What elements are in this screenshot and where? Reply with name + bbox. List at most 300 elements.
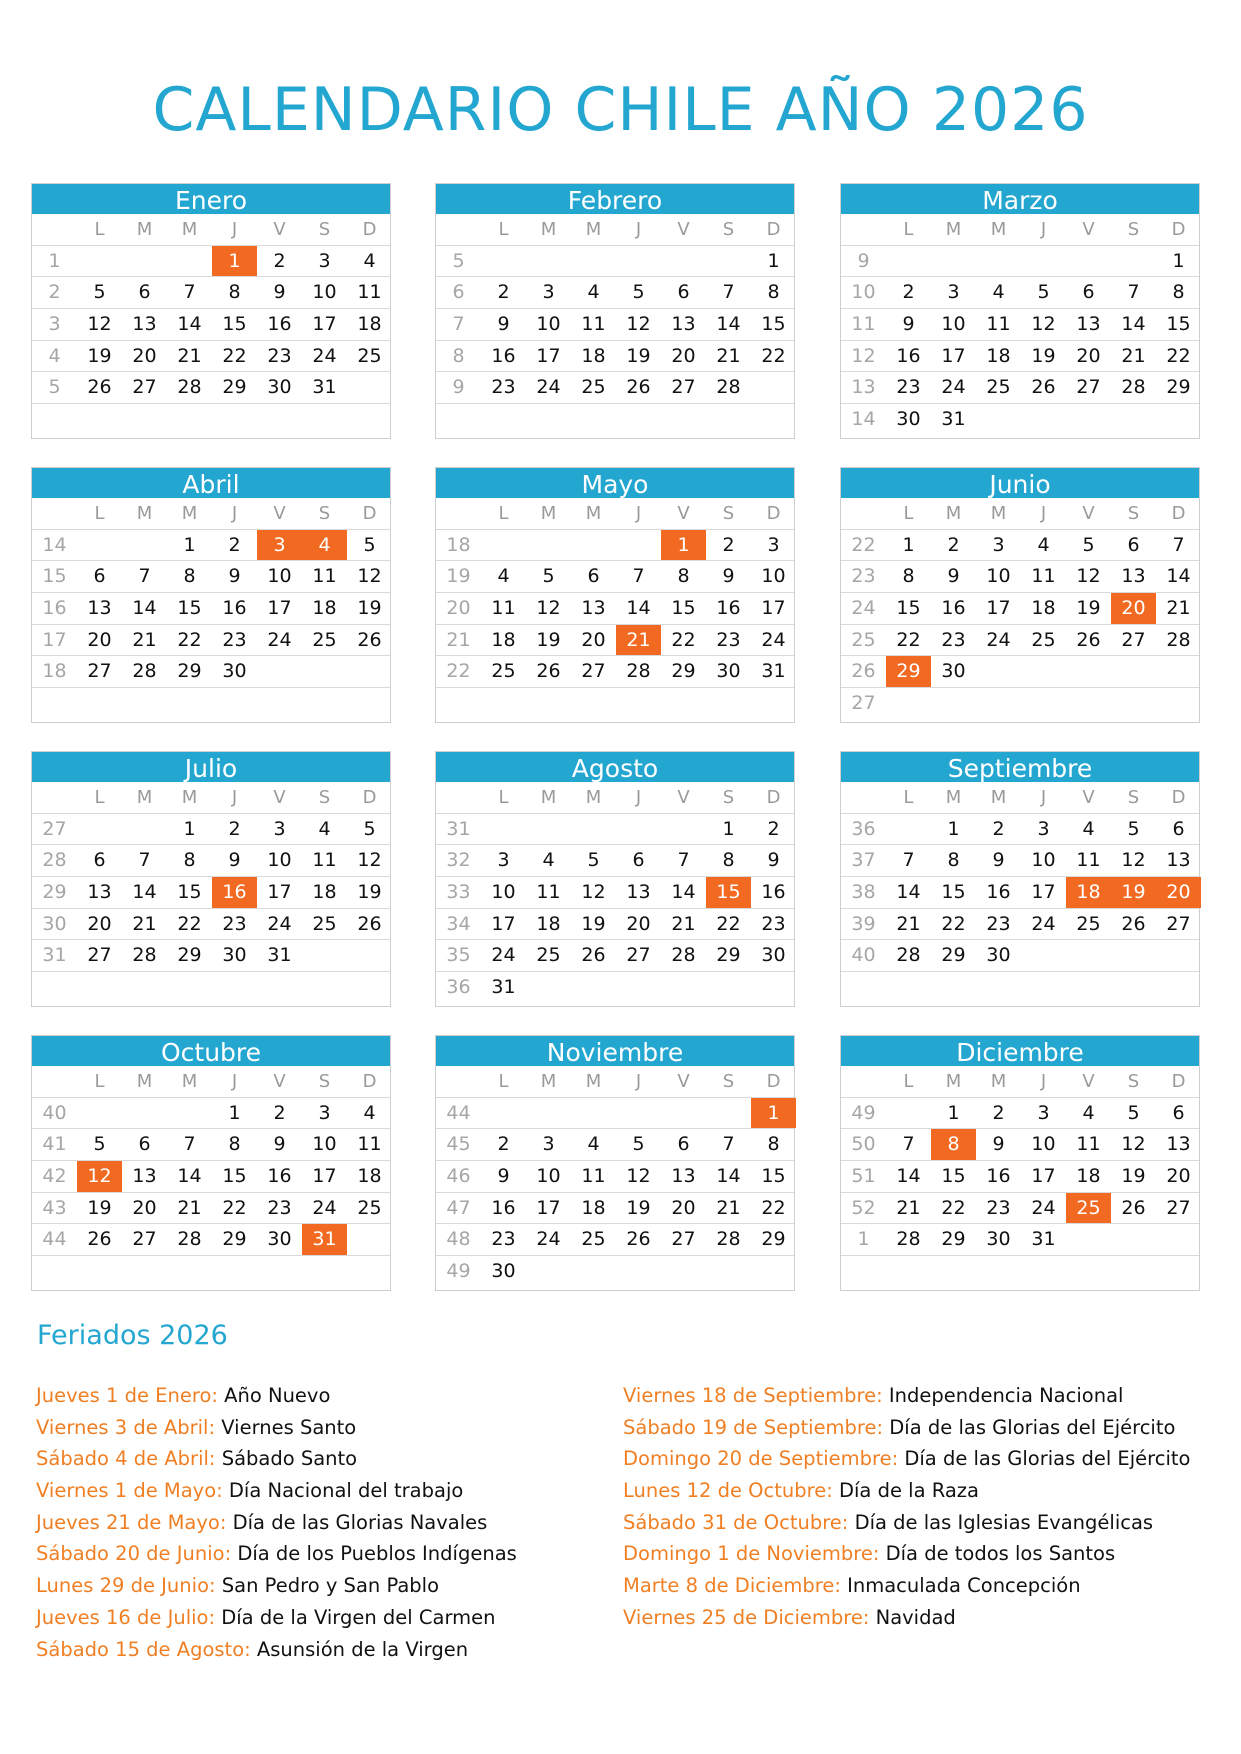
day-cell: 8 [183,849,196,872]
weekday-header: D [1171,1071,1186,1092]
day-cell [257,404,302,435]
weekday-header: L [498,219,509,240]
day-cell: 10 [1031,849,1056,872]
weekday-header-row [32,1066,390,1098]
day-cell: 3 [318,249,331,272]
day-cell: 24 [312,1196,337,1219]
holiday-day-cell: 31 [302,1224,347,1255]
day-cell: 23 [222,912,247,935]
day-cell: 30 [761,944,786,967]
week-row [32,246,390,278]
day-cell: 30 [267,1228,292,1251]
weekday-header: V [677,787,690,808]
month-abril [31,467,391,723]
day-cell: 1 [183,533,196,556]
week-row [32,688,390,720]
day-cell: 7 [1127,281,1140,304]
day-cell [257,972,302,1003]
week-number: 5 [452,249,465,272]
day-cell: 4 [1037,533,1050,556]
weekday-header: M [181,787,198,808]
week-row [436,688,794,720]
day-cell [976,688,1021,719]
day-cell: 5 [1082,533,1095,556]
weekday-header: M [181,1071,198,1092]
day-cell: 29 [941,1228,966,1251]
week-number: 36 [446,976,471,999]
day-cell [1111,656,1156,687]
day-cell [616,972,661,1003]
week-row [436,593,794,625]
holiday-day-cell: 1 [661,530,706,561]
week-row [436,404,794,436]
day-cell: 10 [941,313,966,336]
day-cell: 15 [896,597,921,620]
day-cell: 23 [267,1196,292,1219]
day-cell: 14 [177,1165,202,1188]
weekday-header: L [498,503,509,524]
day-cell: 12 [1121,849,1146,872]
day-cell: 13 [87,597,112,620]
day-cell: 5 [93,1133,106,1156]
day-cell: 19 [1121,1165,1146,1188]
day-cell: 28 [1166,628,1191,651]
day-cell [931,688,976,719]
day-cell: 26 [1121,912,1146,935]
day-cell: 6 [1127,533,1140,556]
weekday-header-row [436,782,794,814]
week-row [32,1098,390,1130]
day-cell [1156,1224,1201,1255]
week-number: 18 [42,660,67,683]
day-cell [1156,656,1201,687]
day-cell [616,1098,661,1129]
week-row [32,909,390,941]
day-cell: 14 [1166,565,1191,588]
day-cell: 22 [671,628,696,651]
week-row [841,909,1199,941]
day-cell: 23 [941,628,966,651]
day-cell: 15 [941,1165,966,1188]
week-row [436,972,794,1004]
day-cell: 19 [626,344,651,367]
day-cell [526,972,571,1003]
day-cell: 11 [1076,1133,1101,1156]
week-number: 8 [452,344,465,367]
day-cell [167,404,212,435]
day-cell: 26 [581,944,606,967]
weekday-header: M [136,219,153,240]
day-cell: 13 [581,597,606,620]
day-cell: 25 [1076,912,1101,935]
day-cell [886,246,931,277]
month-marzo [840,183,1200,439]
week-number: 9 [857,249,870,272]
day-cell: 30 [986,1228,1011,1251]
page-title: CALENDARIO CHILE AÑO 2026 [152,75,1089,145]
weekday-header: L [903,1071,914,1092]
week-number: 33 [446,881,471,904]
holiday-item [623,1507,1190,1539]
month-name: Febrero [436,184,794,214]
day-cell [571,1256,616,1287]
holiday-date: Jueves 1 de Enero: [36,1384,218,1407]
day-cell: 29 [177,944,202,967]
day-cell: 27 [671,376,696,399]
day-cell: 13 [671,1165,696,1188]
weekday-header: L [903,219,914,240]
day-cell [1156,1256,1201,1287]
day-cell [77,1256,122,1287]
day-cell: 13 [671,313,696,336]
day-cell: 14 [177,313,202,336]
weekday-header: D [1171,503,1186,524]
day-cell [571,404,616,435]
day-cell: 8 [183,565,196,588]
day-cell: 15 [222,1165,247,1188]
day-cell [77,1098,122,1129]
weekday-header: J [635,787,642,808]
day-cell [616,246,661,277]
day-cell: 23 [761,912,786,935]
week-row [32,877,390,909]
weekday-header: V [1082,787,1095,808]
day-cell [706,972,751,1003]
holiday-name: Año Nuevo [224,1384,331,1407]
week-row [32,814,390,846]
week-row [841,530,1199,562]
month-noviembre [435,1035,795,1291]
day-cell: 23 [986,1196,1011,1219]
day-cell: 29 [671,660,696,683]
day-cell [976,1256,1021,1287]
weekday-header: M [990,503,1007,524]
weekday-header: M [181,503,198,524]
day-cell [1021,940,1066,971]
week-number: 28 [42,849,67,872]
day-cell: 27 [671,1228,696,1251]
day-cell: 6 [677,281,690,304]
day-cell: 2 [947,533,960,556]
weekday-header: J [231,1071,238,1092]
day-cell [976,246,1021,277]
week-row [436,1193,794,1225]
holiday-name: San Pedro y San Pablo [221,1574,440,1598]
day-cell [122,688,167,719]
day-cell: 31 [491,976,516,999]
holiday-date: Viernes 18 de Septiembre: [623,1384,883,1407]
day-cell [751,404,796,435]
day-cell [931,246,976,277]
week-row [436,561,794,593]
day-cell [616,530,661,561]
day-cell: 18 [491,628,516,651]
weekday-header: M [136,1071,153,1092]
day-cell [212,404,257,435]
day-cell: 24 [491,944,516,967]
day-cell [302,404,347,435]
day-cell: 1 [183,817,196,840]
week-number [436,404,481,435]
weekday-header: M [990,1071,1007,1092]
holiday-item [36,1602,517,1634]
day-cell [122,972,167,1003]
month-name: Octubre [32,1036,390,1066]
day-cell: 21 [716,344,741,367]
week-row [841,972,1199,1004]
day-cell: 11 [581,313,606,336]
holiday-date: Viernes 1 de Mayo: [36,1479,223,1503]
holiday-day-cell: 1 [212,246,257,277]
day-cell: 27 [132,1228,157,1251]
holiday-name: Navidad [875,1605,956,1629]
holiday-day-cell: 19 [1111,877,1156,908]
day-cell: 15 [761,313,786,336]
day-cell: 16 [941,597,966,620]
day-cell [77,688,122,719]
weekday-header: D [362,219,377,240]
day-cell: 4 [1082,1101,1095,1124]
day-cell: 12 [1076,565,1101,588]
week-number: 30 [42,912,67,935]
day-cell [302,656,347,687]
weekday-header: V [677,503,690,524]
day-cell: 20 [1076,344,1101,367]
day-cell: 14 [716,313,741,336]
day-cell: 16 [986,881,1011,904]
holiday-date: Sábado 19 de Septiembre: [623,1415,884,1439]
day-cell [77,246,122,277]
day-cell: 6 [1172,817,1185,840]
day-cell: 30 [222,944,247,967]
day-cell: 6 [677,1133,690,1156]
weekday-header: L [94,787,105,808]
week-number: 34 [446,912,471,935]
day-cell: 16 [491,344,516,367]
day-cell: 22 [941,1196,966,1219]
day-cell: 2 [497,281,510,304]
week-number [32,1256,77,1287]
day-cell: 11 [357,1133,382,1156]
day-cell [77,404,122,435]
day-cell [526,530,571,561]
day-cell [886,688,931,719]
day-cell: 3 [542,281,555,304]
day-cell: 14 [671,881,696,904]
weekday-header: D [766,787,781,808]
holiday-date: Viernes 3 de Abril: [36,1415,216,1439]
week-number: 9 [452,376,465,399]
day-cell: 2 [228,533,241,556]
day-cell [1066,1224,1111,1255]
day-cell: 3 [767,533,780,556]
day-cell: 29 [222,1228,247,1251]
day-cell: 3 [273,817,286,840]
day-cell [167,1256,212,1287]
day-cell: 12 [536,597,561,620]
holiday-date: Jueves 21 de Mayo: [36,1510,227,1534]
holiday-day-cell: 1 [751,1098,796,1129]
day-cell [1021,1256,1066,1287]
day-cell: 31 [761,660,786,683]
day-cell [706,688,751,719]
day-cell: 23 [896,376,921,399]
holiday-item [36,1443,517,1475]
day-cell: 26 [1121,1196,1146,1219]
day-cell: 12 [1031,313,1056,336]
week-number: 35 [446,944,471,967]
week-number: 3 [48,313,61,336]
day-cell [167,972,212,1003]
holiday-item [36,1380,517,1412]
weekday-header-row [436,1066,794,1098]
week-number: 12 [851,344,876,367]
weekday-header: S [318,787,331,808]
day-cell: 27 [581,660,606,683]
week-number: 21 [446,628,471,651]
week-number: 46 [446,1165,471,1188]
day-cell: 20 [671,1196,696,1219]
month-febrero [435,183,795,439]
day-cell: 28 [177,376,202,399]
weekday-header: M [540,503,557,524]
day-cell: 29 [177,660,202,683]
week-number: 25 [851,628,876,651]
day-cell: 24 [941,376,966,399]
week-number: 48 [446,1228,471,1251]
day-cell: 25 [357,344,382,367]
day-cell [481,1098,526,1129]
day-cell: 7 [902,849,915,872]
week-number: 14 [42,533,67,556]
holiday-date: Sábado 15 de Agosto: [36,1637,251,1661]
day-cell [167,1098,212,1129]
day-cell: 16 [761,881,786,904]
day-cell: 18 [312,881,337,904]
weekday-header: J [231,787,238,808]
week-row [436,309,794,341]
day-cell: 11 [491,597,516,620]
day-cell [616,404,661,435]
day-cell: 17 [941,344,966,367]
day-cell: 10 [536,1165,561,1188]
day-cell [1066,688,1111,719]
weekday-header: V [273,787,286,808]
day-cell: 19 [357,881,382,904]
week-number [32,404,77,435]
day-cell: 18 [581,1196,606,1219]
day-cell [347,372,392,403]
day-cell [661,814,706,845]
day-cell: 24 [986,628,1011,651]
week-row [841,372,1199,404]
day-cell [122,1098,167,1129]
day-cell: 3 [497,849,510,872]
day-cell: 5 [587,849,600,872]
day-cell [571,972,616,1003]
week-number: 1 [857,1228,870,1251]
day-cell: 11 [357,281,382,304]
week-number: 41 [42,1133,67,1156]
week-number: 50 [851,1133,876,1156]
weekday-header-row [436,214,794,246]
day-cell: 23 [222,628,247,651]
day-cell: 7 [138,849,151,872]
day-cell: 22 [716,912,741,935]
day-cell [1111,246,1156,277]
weekday-header: D [362,1071,377,1092]
week-row [32,404,390,436]
day-cell: 16 [986,1165,1011,1188]
day-cell [1066,246,1111,277]
day-cell: 28 [132,660,157,683]
day-cell: 30 [941,660,966,683]
day-cell: 20 [132,344,157,367]
month-enero [31,183,391,439]
day-cell: 12 [357,849,382,872]
week-row [436,940,794,972]
day-cell: 7 [902,1133,915,1156]
month-name: Enero [32,184,390,214]
day-cell: 26 [87,376,112,399]
day-cell [661,972,706,1003]
weekday-header: M [136,787,153,808]
week-number: 27 [42,817,67,840]
week-row [32,341,390,373]
day-cell: 28 [1121,376,1146,399]
day-cell: 4 [363,1101,376,1124]
day-cell: 19 [626,1196,651,1219]
day-cell: 9 [992,1133,1005,1156]
day-cell: 12 [581,881,606,904]
weekday-header: L [94,1071,105,1092]
day-cell: 2 [992,817,1005,840]
week-row [32,530,390,562]
week-row [32,972,390,1004]
day-cell: 11 [312,565,337,588]
day-cell [1066,1256,1111,1287]
day-cell: 5 [632,1133,645,1156]
holiday-item [36,1475,517,1507]
day-cell [1111,940,1156,971]
day-cell: 6 [1172,1101,1185,1124]
week-number: 18 [446,533,471,556]
day-cell: 20 [87,912,112,935]
day-cell: 24 [267,912,292,935]
week-number: 43 [42,1196,67,1219]
week-row [436,1224,794,1256]
weekday-header: J [635,219,642,240]
day-cell: 30 [491,1260,516,1283]
weekday-header: S [1127,503,1140,524]
day-cell [526,1098,571,1129]
holiday-name: Día de todos los Santos [885,1542,1116,1566]
day-cell: 3 [947,281,960,304]
day-cell: 27 [1166,1196,1191,1219]
day-cell: 22 [896,628,921,651]
day-cell [931,972,976,1003]
day-cell [976,404,1021,435]
holiday-date: Jueves 16 de Julio: [36,1605,216,1629]
day-cell: 9 [273,281,286,304]
weekday-header: D [1171,787,1186,808]
day-cell: 4 [497,565,510,588]
day-cell: 22 [761,1196,786,1219]
day-cell [1066,404,1111,435]
day-cell: 28 [896,944,921,967]
day-cell: 29 [716,944,741,967]
weekday-header: D [1171,219,1186,240]
